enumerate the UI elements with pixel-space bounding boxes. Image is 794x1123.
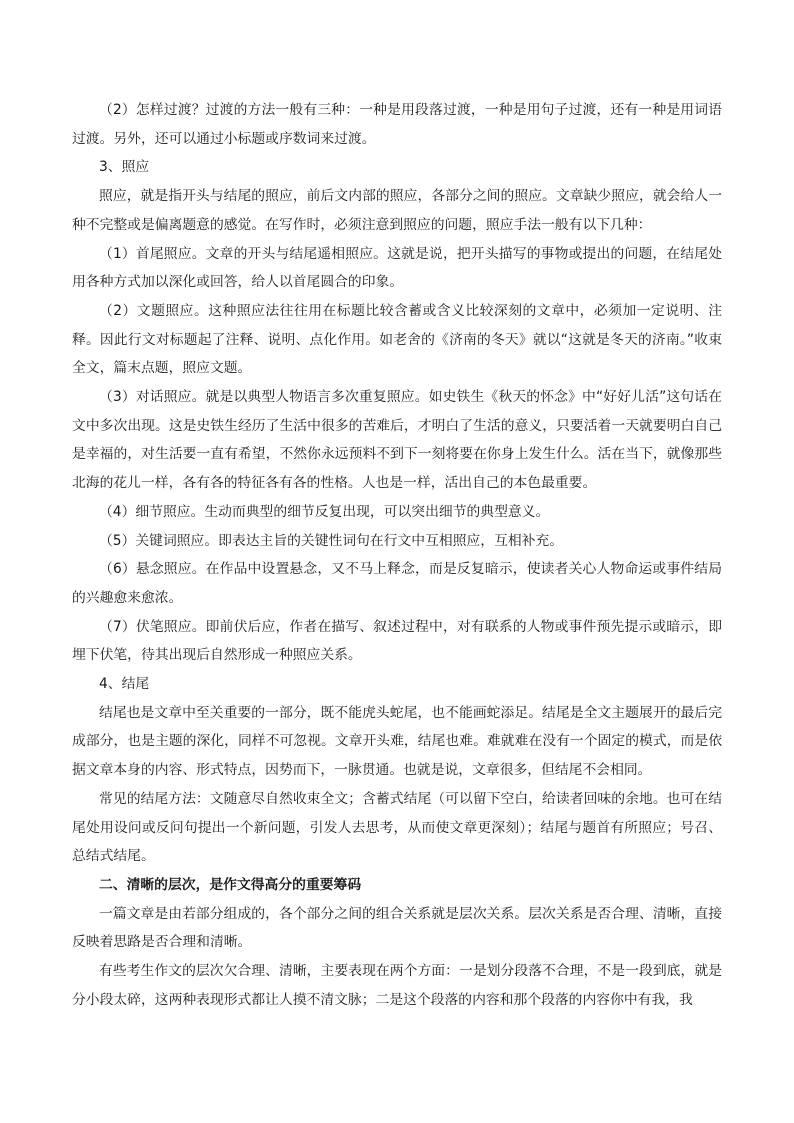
paragraph-guanjianci-zhaoying: （5）关键词照应。即表达主旨的关键性词句在行文中互相照应，互相补充。 [99, 532, 564, 549]
heading-cengci: 二、清晰的层次，是作文得高分的重要筹码 [99, 876, 362, 893]
paragraph-cengci-problems: 有些考生作文的层次欠合理、清晰，主要表现在两个方面：一是划分段落不合理，不是一段到底，就是分小段太碎，这两种表现形式都让人摸不清文脉；二是这个段落的内容和那个段落的内容你中有我，我 [72, 963, 722, 1008]
heading-zhaoying: 3、照应 [99, 159, 150, 176]
heading-jiewei: 4、结尾 [99, 676, 150, 693]
paragraph-wenti-zhaoying: （2）文题照应。这种照应法往往用在标题比较含蓄或含义比较深刻的文章中，必须加一定说明、注释。因此行文对标题起了注释、说明、点化作用。如老舍的《济南的冬天》就以“这就是冬天的济南。”收束全文，篇末点题，照应文题。 [72, 302, 722, 377]
paragraph-shouwei-zhaoying: （1）首尾照应。文章的开头与结尾遥相照应。这就是说，把开头描写的事物或提出的问题，在结尾处用各种方式加以深化或回答，给人以首尾圆合的印象。 [72, 245, 722, 291]
paragraph-transition-methods: （2）怎样过渡？过渡的方法一般有三种：一种是用段落过渡，一种是用句子过渡，还有一种是用词语过渡。另外，还可以通过小标题或序数词来过渡。 [72, 102, 722, 147]
paragraph-xuannian-zhaoying: （6）悬念照应。在作品中设置悬念，又不马上释念，而是反复暗示，使读者关心人物命运或事件结局的兴趣愈来愈浓。 [72, 561, 722, 606]
paragraph-fubi-zhaoying: （7）伏笔照应。即前伏后应，作者在描写、叙述过程中，对有联系的人物或事件预先提示或暗示，即埋下伏笔，待其出现后自然形成一种照应关系。 [72, 618, 722, 664]
paragraph-xijie-zhaoying: （4）细节照应。生动而典型的细节反复出现，可以突出细节的典型意义。 [99, 503, 550, 520]
paragraph-jiewei-intro: 结尾也是文章中至关重要的一部分，既不能虎头蛇尾，也不能画蛇添足。结尾是全文主题展开的最后完成部分，也是主题的深化，同样不可忽视。文章开头难，结尾也难。难就难在没有一个固定的模式，而是依据文章本身的内容、形式特点，因势而下，一脉贯通。也就是说，文章很多，但结尾不会相同。 [72, 704, 722, 779]
paragraph-cengci-intro: 一篇文章是由若部分组成的，各个部分之间的组合关系就是层次关系。层次关系是否合理、清晰，直接反映着思路是否合理和清晰。 [72, 905, 722, 951]
document-page [72, 96, 722, 1015]
paragraph-duihua-zhaoying: （3）对话照应。就是以典型人物语言多次重复照应。如史铁生《秋天的怀念》中“好好儿活”这句话在文中多次出现。这是史铁生经历了生活中很多的苦难后，才明白了生活的意义，只要活着一天就要明白自己是幸福的，对生活要一直有希望，不然你永远预料不到下一刻将要在你身上发生什么。活在当下，就像那些北海的花儿一样，各有各的特征各有各的性格。人也是一样，活出自己的本色最重要。 [72, 389, 722, 492]
paragraph-zhaoying-intro: 照应，就是指开头与结尾的照应，前后文内部的照应，各部分之间的照应。文章缺少照应，就会给人一种不完整或是偏离题意的感觉。在写作时，必须注意到照应的问题，照应手法一般有以下几种： [72, 188, 722, 233]
paragraph-jiewei-methods: 常见的结尾方法：文随意尽自然收束全文；含蓄式结尾（可以留下空白，给读者回味的余地。也可在结尾处用设问或反问句提出一个新问题，引发人去思考，从而使文章更深刻）；结尾与题首有所照应；号召、总结式结尾。 [72, 790, 722, 865]
